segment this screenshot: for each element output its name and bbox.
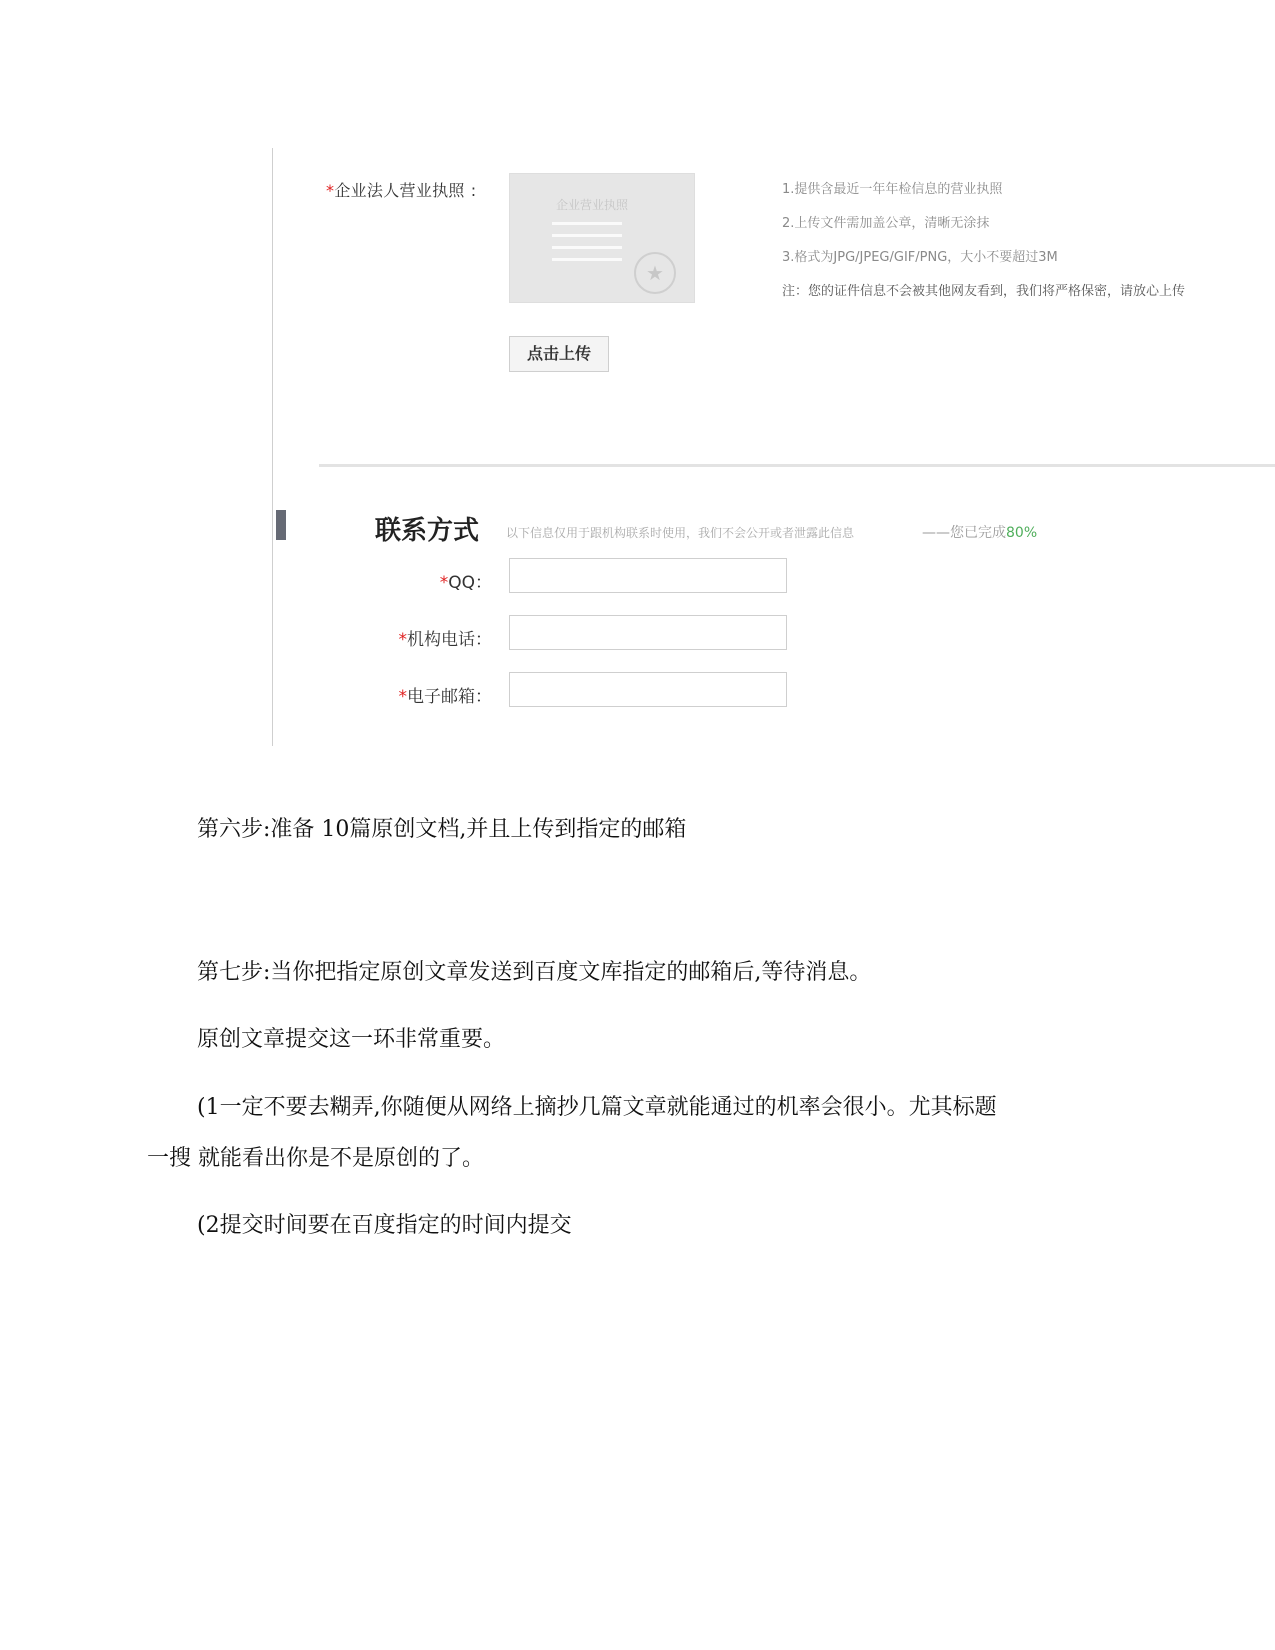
step6-text: 第六步:准备 10篇原创文档,并且上传到指定的邮箱 xyxy=(197,817,687,842)
section-divider xyxy=(319,464,1275,467)
contact-section-description: 以下信息仅用于跟机构联系时使用，我们不会公开或者泄露此信息 xyxy=(506,526,855,540)
upload-button[interactable]: 点击上传 xyxy=(509,336,609,372)
required-mark: * xyxy=(398,687,407,707)
progress-prefix: ——您已完成 xyxy=(922,525,1006,541)
privacy-note: 注：您的证件信息不会被其他网友看到，我们将严格保密，请放心上传 xyxy=(782,284,1186,299)
hint-line: 1.提供含最近一年年检信息的营业执照 xyxy=(782,182,1003,197)
label-colon: : xyxy=(470,181,477,200)
section-marker xyxy=(276,510,286,540)
point1-line2: 一搜 就能看出你是不是原创的了。 xyxy=(147,1146,484,1171)
phone-label xyxy=(292,625,492,650)
preview-line xyxy=(552,234,622,237)
preview-line xyxy=(552,222,622,225)
hint-line: 2.上传文件需加盖公章，清晰无涂抹 xyxy=(782,216,990,231)
preview-line xyxy=(552,246,622,249)
hint-line: 3.格式为JPG/JPEG/GIF/PNG，大小不要超过3M xyxy=(782,250,1058,265)
qq-label xyxy=(292,568,492,593)
license-label-text: 企业法人营业执照 xyxy=(334,181,465,200)
contact-section-title: 联系方式 xyxy=(375,516,480,546)
required-mark: * xyxy=(398,630,407,650)
progress-value: 80% xyxy=(1006,525,1038,541)
email-label xyxy=(292,682,492,707)
required-mark: * xyxy=(439,573,449,593)
phone-label-text: 机构电话： xyxy=(407,630,492,650)
license-field-label xyxy=(326,178,476,201)
form-screenshot xyxy=(272,148,1275,746)
seal-star-icon: ★ xyxy=(634,252,676,294)
qq-input[interactable] xyxy=(509,558,787,593)
step7-text: 第七步:当你把指定原创文章发送到百度文库指定的邮箱后,等待消息。 xyxy=(197,960,872,985)
phone-input[interactable] xyxy=(509,615,787,650)
completion-progress xyxy=(922,522,1037,542)
email-input[interactable] xyxy=(509,672,787,707)
preview-line xyxy=(552,258,622,261)
upload-hints xyxy=(782,178,1185,314)
qq-label-text: QQ： xyxy=(448,573,492,593)
license-preview-image xyxy=(509,173,695,303)
point2-text: (2提交时间要在百度指定的时间内提交 xyxy=(197,1213,572,1238)
importance-text: 原创文章提交这一环非常重要。 xyxy=(197,1027,506,1052)
required-mark: * xyxy=(326,181,335,200)
point1-line1: (1一定不要去糊弄,你随便从网络上摘抄几篇文章就能通过的机率会很小。尤其标题 xyxy=(197,1095,997,1120)
left-border-line xyxy=(272,148,273,746)
preview-title: 企业营业执照 xyxy=(556,198,629,212)
email-label-text: 电子邮箱： xyxy=(407,687,492,707)
